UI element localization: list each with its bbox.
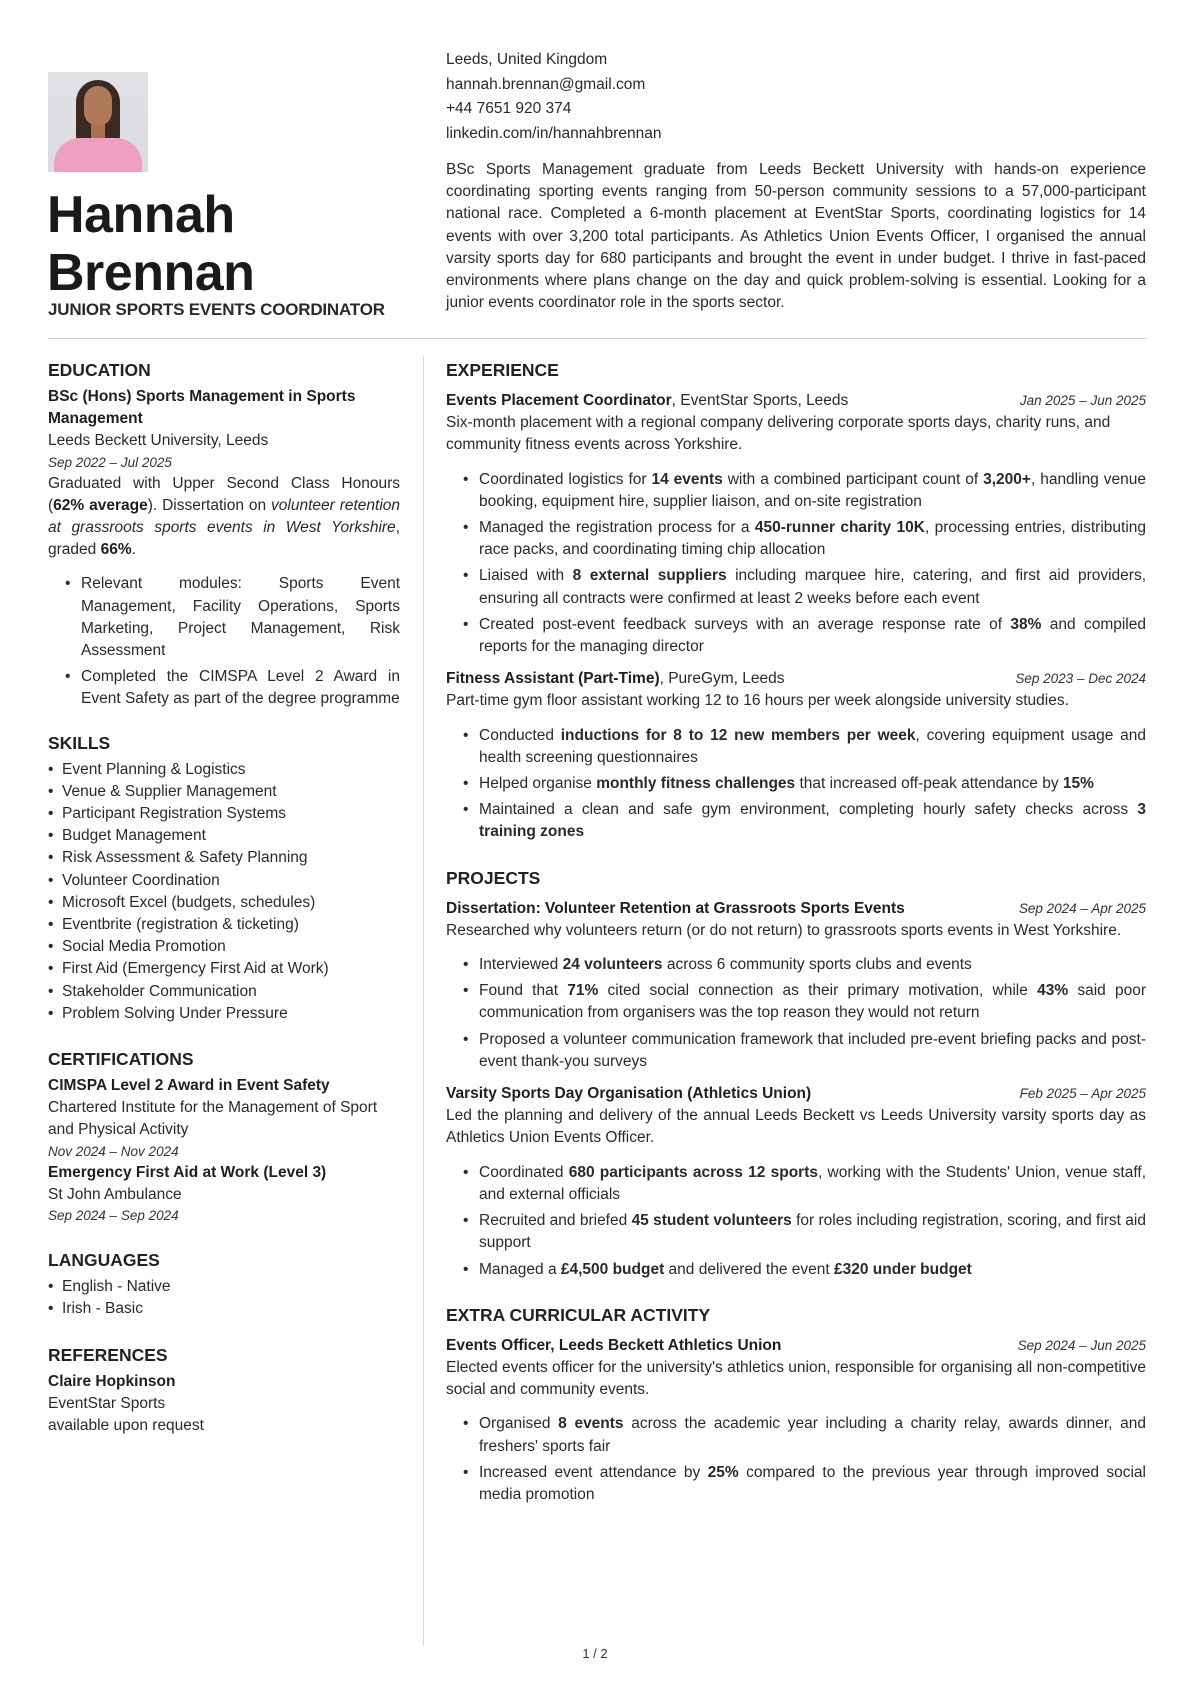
- job-entry: [446, 668, 1146, 843]
- language-item: • English - Native: [48, 1276, 400, 1298]
- skill-item: • Event Planning & Logistics: [48, 759, 400, 781]
- skills-list: [48, 759, 400, 1025]
- grade-average: 62% average: [53, 496, 148, 514]
- list-item: • Maintained a clean and safe gym environment, completing hourly safety checks across 3 training zones: [446, 799, 1146, 843]
- skill-item: • Microsoft Excel (budgets, schedules): [48, 892, 400, 914]
- name-last: Brennan: [47, 244, 255, 302]
- header-divider: [48, 338, 1146, 339]
- project-header: [446, 898, 1146, 920]
- candidate-name: [47, 186, 407, 302]
- skill-item: • Social Media Promotion: [48, 936, 400, 958]
- job-header: [446, 390, 1146, 412]
- languages-list: [48, 1276, 400, 1320]
- skill-item: • Budget Management: [48, 825, 400, 847]
- project-title: Varsity Sports Day Organisation (Athletics Union): [446, 1085, 812, 1103]
- job-role: Events Placement Coordinator: [446, 392, 672, 409]
- skill-item: • Venue & Supplier Management: [48, 781, 400, 803]
- skills-section: [48, 731, 400, 1025]
- skill-item: • Participant Registration Systems: [48, 803, 400, 825]
- section-heading: PROJECTS: [446, 867, 541, 888]
- section-heading: LANGUAGES: [48, 1250, 160, 1271]
- job-dates: Sep 2023 – Dec 2024: [1015, 671, 1146, 687]
- section-heading: EXPERIENCE: [446, 360, 559, 380]
- extracurricular-section: [446, 1303, 1146, 1506]
- list-item: • Created post-event feedback surveys with an average response rate of 38% and compiled reports for the managing director: [446, 614, 1146, 658]
- job-bullets: [446, 725, 1146, 844]
- list-item: • Recruited and briefed 45 student volunteers for roles including registration, scoring, and first aid support: [446, 1210, 1146, 1254]
- certification-item: [48, 1075, 400, 1162]
- list-item: • Relevant modules: Sports Event Management, Facility Operations, Sports Marketing, Project Management, Risk Assessment: [48, 573, 400, 662]
- contact-location: Leeds, United Kingdom: [446, 51, 608, 68]
- project-bullets: [446, 954, 1146, 1073]
- list-item: • Organised 8 events across the academic year including a charity relay, awards dinner, and freshers' sports fair: [446, 1413, 1146, 1457]
- certifications-section: [48, 1047, 400, 1226]
- contact-email[interactable]: hannah.brennan@gmail.com: [446, 75, 646, 93]
- skill-item: • Stakeholder Communication: [48, 981, 400, 1003]
- skill-item: • Risk Assessment & Safety Planning: [48, 847, 400, 869]
- activity-dates: Sep 2024 – Jun 2025: [1017, 1337, 1146, 1353]
- list-item: • Coordinated logistics for 14 events with a combined participant count of 3,200+, handling venue booking, equipment hire, supplier liaison, and on-site registration: [446, 469, 1146, 513]
- projects-section: [446, 866, 1146, 1281]
- project-dates: Sep 2024 – Apr 2025: [1018, 900, 1146, 916]
- list-item: • Liaised with 8 external suppliers including marquee hire, catering, and first aid providers, ensuring all contracts were confirmed at least 2 weeks before each event: [446, 565, 1146, 609]
- job-title-line: [446, 390, 848, 412]
- section-heading: EDUCATION: [48, 360, 151, 380]
- text: ). Dissertation on: [147, 496, 272, 514]
- education-dates: Sep 2022 – Jul 2025: [48, 454, 172, 470]
- skill-item: • First Aid (Emergency First Aid at Work): [48, 958, 400, 980]
- language-item: • Irish - Basic: [48, 1298, 400, 1320]
- experience-section: [446, 358, 1146, 844]
- skill-item: • Volunteer Coordination: [48, 870, 400, 892]
- list-item: • Interviewed 24 volunteers across 6 community sports clubs and events: [446, 954, 1146, 976]
- dissertation-topic: volunteer retention at grassroots sports events in West Yorkshire: [48, 496, 401, 537]
- job-bullets: [446, 469, 1146, 659]
- right-column: [446, 358, 1146, 1528]
- reference-company: EventStar Sports: [48, 1394, 166, 1412]
- job-org: , EventStar Sports, Leeds: [671, 392, 849, 409]
- list-item: • Managed a £4,500 budget and delivered the event £320 under budget: [446, 1259, 1146, 1281]
- activity-title: Events Officer, Leeds Beckett Athletics Union: [446, 1336, 782, 1354]
- cert-dates: Sep 2024 – Sep 2024: [48, 1208, 179, 1224]
- project-description: Led the planning and delivery of the annual Leeds Beckett vs Leeds University varsity sports day as Athletics Union Events Officer.: [446, 1107, 1146, 1147]
- activity-bullets: [446, 1413, 1146, 1506]
- section-heading: SKILLS: [48, 732, 111, 753]
- cert-name: Emergency First Aid at Work (Level 3): [48, 1163, 327, 1181]
- job-header: [446, 668, 1146, 690]
- job-title: JUNIOR SPORTS EVENTS COORDINATOR: [48, 300, 385, 319]
- text: , graded: [48, 519, 400, 559]
- text: .: [131, 541, 136, 559]
- references-section: [48, 1343, 400, 1438]
- contact-phone[interactable]: +44 7651 920 374: [446, 100, 572, 117]
- job-dates: Jan 2025 – Jun 2025: [1019, 393, 1146, 408]
- list-item: • Completed the CIMSPA Level 2 Award in Event Safety as part of the degree programme: [48, 666, 400, 710]
- list-item: • Proposed a volunteer communication framework that included pre-event briefing packs and post-event thank-you surveys: [446, 1029, 1146, 1073]
- page-number: 1 / 2: [582, 1646, 608, 1661]
- contact-info: [446, 48, 661, 146]
- certification-item: [48, 1162, 400, 1226]
- project-bullets: [446, 1162, 1146, 1281]
- education-description: [48, 473, 400, 562]
- institution: Leeds Beckett University, Leeds: [48, 432, 269, 450]
- project-title: Dissertation: Volunteer Retention at Grassroots Sports Events: [446, 899, 905, 917]
- profile-photo: [48, 72, 148, 172]
- activity-entry: [446, 1335, 1146, 1506]
- left-column: [48, 358, 400, 1459]
- reference-name: Claire Hopkinson: [48, 1372, 176, 1390]
- job-title-line: [446, 668, 785, 690]
- job-description: Part-time gym floor assistant working 12 to 16 hours per week alongside university studies.: [446, 692, 1069, 710]
- project-description: Researched why volunteers return (or do not return) to grassroots sports events in West Yorkshire.: [446, 921, 1122, 939]
- section-heading: REFERENCES: [48, 1344, 168, 1365]
- job-org: , PureGym, Leeds: [659, 670, 785, 688]
- name-first: Hannah: [47, 186, 235, 244]
- photo-face-shape: [84, 86, 112, 126]
- job-description: Six-month placement with a regional company delivering corporate sports days, charity runs, and community fitness events across Yorkshire.: [446, 414, 1111, 454]
- list-item: • Increased event attendance by 25% compared to the previous year through improved social media promotion: [446, 1462, 1146, 1506]
- list-item: • Coordinated 680 participants across 12 sports, working with the Students' Union, venue staff, and external officials: [446, 1162, 1146, 1206]
- contact-linkedin[interactable]: linkedin.com/in/hannahbrennan: [446, 124, 662, 142]
- cert-dates: Nov 2024 – Nov 2024: [48, 1143, 179, 1159]
- skill-item: • Eventbrite (registration & ticketing): [48, 914, 400, 936]
- education-bullets: [48, 573, 400, 710]
- cert-issuer: St John Ambulance: [48, 1185, 182, 1203]
- column-divider: [423, 356, 424, 1646]
- reference-note: available upon request: [48, 1416, 204, 1434]
- education-section: [48, 358, 400, 711]
- project-entry: [446, 898, 1146, 1073]
- job-role: Fitness Assistant (Part-Time): [446, 670, 660, 688]
- skill-item: • Problem Solving Under Pressure: [48, 1003, 400, 1025]
- dissertation-grade: 66%: [100, 541, 132, 559]
- languages-section: [48, 1248, 400, 1320]
- project-entry: [446, 1083, 1146, 1281]
- list-item: • Found that 71% cited social connection as their primary motivation, while 43% said poor communication from organisers was the top reason they would not return: [446, 980, 1146, 1024]
- list-item: • Helped organise monthly fitness challenges that increased off-peak attendance by 15%: [446, 773, 1146, 795]
- section-heading: EXTRA CURRICULAR ACTIVITY: [446, 1304, 711, 1325]
- photo-shirt-shape: [54, 138, 142, 172]
- cert-issuer: Chartered Institute for the Management of Sport and Physical Activity: [48, 1099, 378, 1139]
- job-entry: [446, 390, 1146, 658]
- cert-name: CIMSPA Level 2 Award in Event Safety: [48, 1077, 330, 1095]
- text: Graduated with Upper Second Class Honours (: [48, 474, 400, 514]
- project-header: [446, 1083, 1146, 1105]
- activity-description: Elected events officer for the university's athletics union, responsible for organising all non-competitive social and community events.: [446, 1358, 1146, 1399]
- profile-summary: BSc Sports Management graduate from Leeds Beckett University with hands-on experience coordinating sporting events ranging from 50-person community sessions to a 57,000-participant national race. Completed a 6-month placement at EventStar Sports, coordinating logistics for 14 events with over 3,200 total participants. As Athletics Union Events Officer, I organised the annual varsity sports day for 680 participants and brought the event in under budget. I thrive in fast-paced environments where plans change on the day and quick problem-solving is essential. Looking for a junior events coordinator role in the sports sector.: [446, 161, 1146, 312]
- activity-header: [446, 1335, 1146, 1357]
- section-heading: CERTIFICATIONS: [48, 1049, 194, 1070]
- list-item: • Managed the registration process for a 450-runner charity 10K, processing entries, distributing race packs, and coordinating timing chip allocation: [446, 517, 1146, 561]
- project-dates: Feb 2025 – Apr 2025: [1019, 1086, 1146, 1102]
- degree-title: BSc (Hons) Sports Management in Sports Management: [48, 388, 356, 428]
- list-item: • Conducted inductions for 8 to 12 new members per week, covering equipment usage and health screening questionnaires: [446, 725, 1146, 769]
